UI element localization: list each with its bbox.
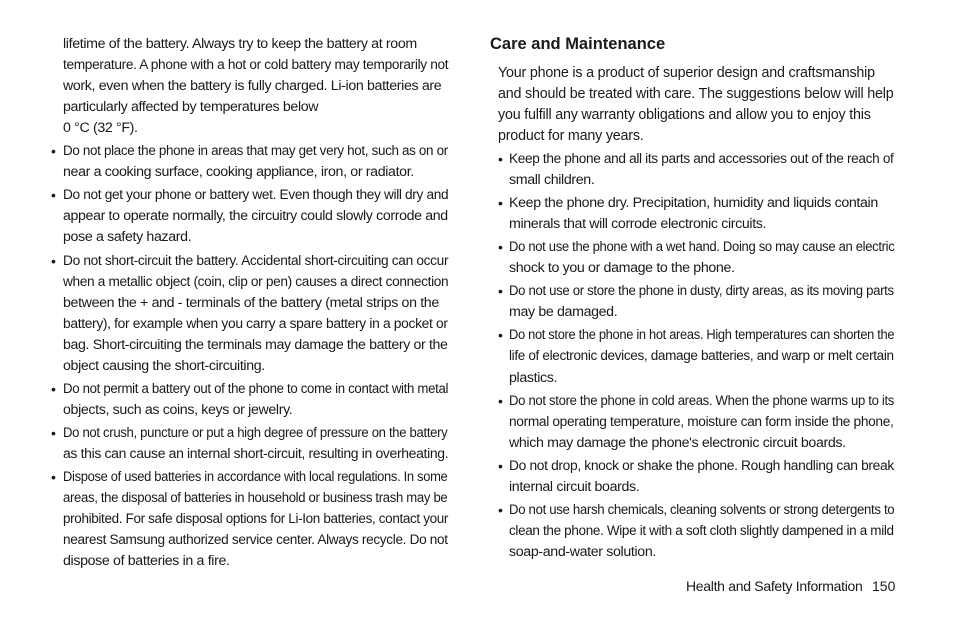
bullet-item-line: plastics. xyxy=(509,369,558,386)
footer-section-title: Health and Safety Information xyxy=(686,578,863,594)
bullet-marker: • xyxy=(498,283,503,300)
bullet-item-line: Dispose of used batteries in accordance with local regulations. In some xyxy=(63,469,448,485)
bullet-item-line: small children. xyxy=(509,172,595,189)
bullet-item-line: Do not store the phone in hot areas. High temperatures can shorten the xyxy=(509,327,895,344)
bullet-item-line: Do not short-circuit the battery. Accidental short-circuiting can occur xyxy=(63,252,449,269)
intro-paragraph-line: Your phone is a product of superior design and craftsmanship xyxy=(498,65,875,81)
bullet-marker: • xyxy=(51,380,56,397)
bullet-item-line: dispose of batteries in a fire. xyxy=(63,553,230,570)
bullet-item-line: near a cooking surface, cooking appliance, iron, or radiator. xyxy=(63,164,414,181)
paragraph-line: work, even when the battery is fully charged. Li-ion batteries are xyxy=(63,78,442,95)
paragraph-line: lifetime of the battery. Always try to keep the battery at room xyxy=(63,36,417,52)
bullet-item-line: Do not use or store the phone in dusty, dirty areas, as its moving parts xyxy=(509,283,894,300)
bullet-item-line: Do not crush, puncture or put a high degree of pressure on the battery xyxy=(63,424,448,441)
bullet-item-line: may be damaged. xyxy=(509,304,618,321)
bullet-item-line: bag. Short-circuiting the terminals may damage the battery or the xyxy=(63,336,448,353)
bullet-marker: • xyxy=(498,501,503,518)
bullet-item-line: nearest Samsung authorized service center. Always recycle. Do not xyxy=(63,532,448,549)
bullet-item-line: shock to you or damage to the phone. xyxy=(509,260,735,277)
bullet-marker: • xyxy=(498,151,503,167)
bullet-item-line: areas, the disposal of batteries in household or business trash may be xyxy=(63,490,448,507)
bullet-marker: • xyxy=(498,239,503,256)
page-number: 150 xyxy=(872,578,896,594)
bullet-item-line: appear to operate normally, the circuitry could slowly corrode and xyxy=(63,208,448,225)
bullet-item-line: Do not drop, knock or shake the phone. Rough handling can break xyxy=(509,457,894,474)
bullet-item-line: normal operating temperature, moisture can form inside the phone, xyxy=(509,413,894,430)
bullet-marker: • xyxy=(498,327,503,344)
paragraph-line: 0 °C (32 °F). xyxy=(63,120,138,137)
bullet-marker: • xyxy=(498,195,503,212)
bullet-item-line: soap-and-water solution. xyxy=(509,543,656,560)
bullet-item-line: Do not use the phone with a wet hand. Doing so may cause an electric xyxy=(509,239,895,256)
paragraph-line: particularly affected by temperatures below xyxy=(63,99,319,116)
intro-paragraph-line: and should be treated with care. The suggestions below will help xyxy=(498,86,894,102)
bullet-marker: • xyxy=(498,392,503,409)
bullet-item-line: pose a safety hazard. xyxy=(63,229,192,246)
bullet-marker: • xyxy=(51,187,56,204)
bullet-item-line: Do not store the phone in cold areas. When the phone warms up to its xyxy=(509,392,895,409)
intro-paragraph-line: you fulfill any warranty obligations and allow you to enjoy this xyxy=(498,107,871,123)
bullet-marker: • xyxy=(51,252,56,269)
bullet-item-line: internal circuit boards. xyxy=(509,478,640,495)
bullet-item-line: objects, such as coins, keys or jewelry. xyxy=(63,401,293,418)
bullet-marker: • xyxy=(51,469,56,485)
bullet-item-line: Do not permit a battery out of the phone to come in contact with metal xyxy=(63,380,449,397)
section-heading: Care and Maintenance xyxy=(490,35,666,53)
bullet-item-line: when a metallic object (coin, clip or pen) causes a direct connection xyxy=(63,273,449,290)
bullet-item-line: between the + and - terminals of the battery (metal strips on the xyxy=(63,294,439,311)
bullet-item-line: Do not place the phone in areas that may get very hot, such as on or xyxy=(63,143,448,160)
bullet-marker: • xyxy=(498,457,503,474)
bullet-item-line: Keep the phone dry. Precipitation, humidity and liquids contain xyxy=(509,195,878,212)
bullet-item-line: prohibited. For safe disposal options for Li-Ion batteries, contact your xyxy=(63,511,449,528)
bullet-marker: • xyxy=(51,143,56,160)
bullet-item-line: minerals that will corrode electronic circuits. xyxy=(509,216,767,233)
bullet-item-line: which may damage the phone's electronic circuit boards. xyxy=(509,434,846,451)
bullet-item-line: life of electronic devices, damage batteries, and warp or melt certain xyxy=(509,348,894,365)
bullet-item-line: Keep the phone and all its parts and accessories out of the reach of xyxy=(509,151,894,167)
bullet-marker: • xyxy=(51,424,56,441)
bullet-item-line: Do not use harsh chemicals, cleaning solvents or strong detergents to xyxy=(509,501,895,518)
paragraph-line: temperature. A phone with a hot or cold battery may temporarily not xyxy=(63,57,449,74)
bullet-item-line: object causing the short-circuiting. xyxy=(63,357,265,374)
intro-paragraph-line: product for many years. xyxy=(498,128,644,144)
bullet-item-line: battery), for example when you carry a spare battery in a pocket or xyxy=(63,315,448,332)
bullet-item-line: as this can cause an internal short-circuit, resulting in overheating. xyxy=(63,445,449,462)
bullet-item-line: Do not get your phone or battery wet. Even though they will dry and xyxy=(63,187,449,204)
bullet-item-line: clean the phone. Wipe it with a soft cloth slightly dampened in a mild xyxy=(509,522,894,539)
